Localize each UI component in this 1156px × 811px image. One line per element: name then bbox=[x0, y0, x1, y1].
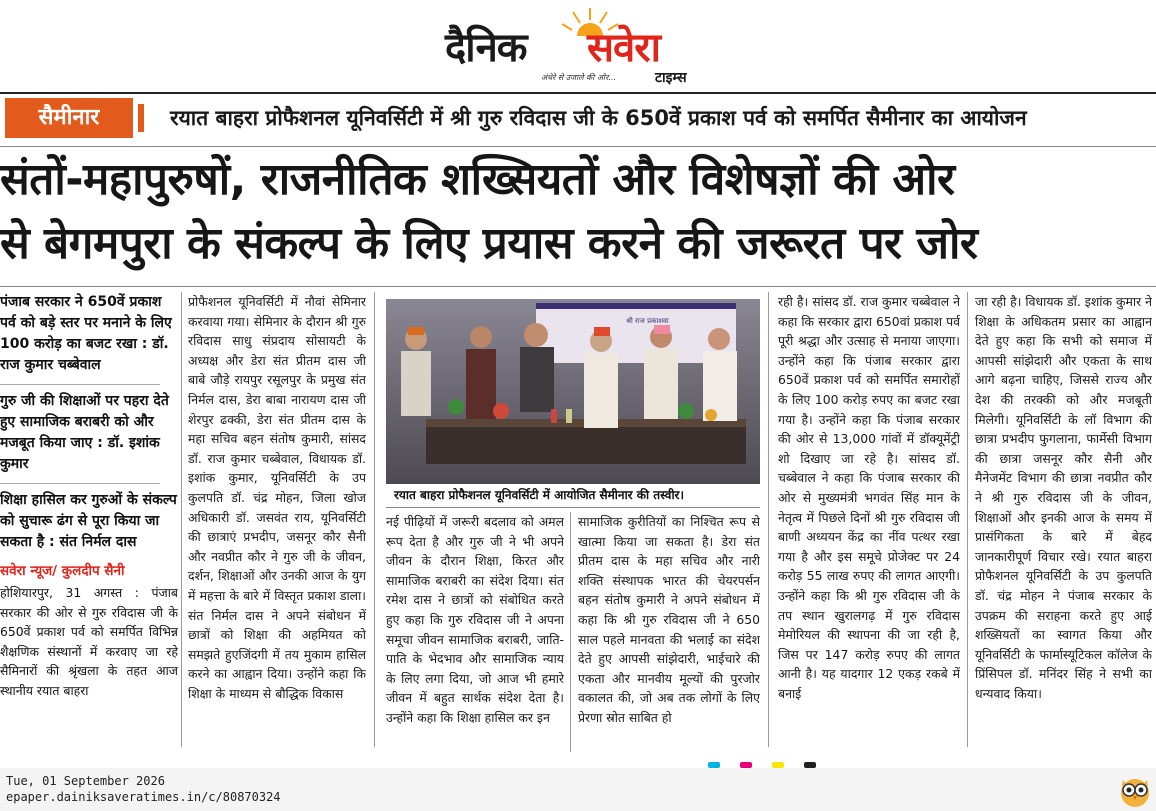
headline bbox=[0, 148, 1156, 276]
highlight-divider bbox=[0, 384, 160, 385]
highlight-1: पंजाब सरकार ने 650वें प्रकाश पर्व को बड़े स्तर पर मनाने के लिए 100 करोड़ का बजट रखा : डॉ. राज कुमार चब्बेवाल bbox=[0, 294, 172, 373]
highlight-2: गुरु जी की शिक्षाओं पर पहरा देते हुए सामाजिक बराबरी को और मजबूत किया जाए : डॉ. इशांक कुमार bbox=[0, 393, 169, 472]
seminar-photo-illustration bbox=[386, 299, 760, 484]
headline-divider bbox=[0, 286, 1156, 287]
article-paragraph: प्रोफैशनल यूनिवर्सिटी में नौवां सेमिनार करवाया गया। सेमिनार के दौरान श्री गुरु रविदास साधु संप्रदाय सोसायटी के अध्यक्ष और डेरा संत प्रीतम दास जी बाबे जौड़े रायपुर रसूलपुर के प्रमुख संत निर्मल दास, डेरा बाबा नारायण दास जी शेरपुर ढक्की, डेरा संत प्रीतम दास के महा सचिव बहन संतोष कुमारी, सांसद डॉ. राज कुमार चब्बेवाल, विधायक डॉ. इशांक कुमार, यूनिवर्सिटी के उप कुलपति डॉ. चंद्र मोहन, जिला खोज अधिकारी डॉ. जसवंत राय, यूनिवर्सिटी की छात्राएं प्रभदीप, जसनूर कौर सैनी और नवप्रीत कौर ने गुरु जी के जीवन, दर्शन, शिक्षाओं और उनकी आज के युग में महत्ता के बारे में विस्तृत प्रकाश डाला। संत निर्मल दास ने अपने संबोधन में छात्रों को शिक्षा की अहमियत को समझते हुएजिंदगी में तय मुकाम हासिल करने का आह्वान दिया। उन्होंने कहा कि शिक्षा के माध्यम से बौद्धिक विकास bbox=[188, 294, 366, 701]
seminar-photo[interactable] bbox=[386, 299, 760, 484]
article-column-5 bbox=[778, 292, 960, 752]
logo-word-times: टाइम्स bbox=[655, 70, 687, 86]
headline-line-1: संतों-महापुरुषों, राजनीतिक शख्सियतों और विशेषज्ञों की ओर bbox=[0, 154, 955, 205]
article-paragraph: रही है। सांसद डॉ. राज कुमार चब्बेवाल ने कहा कि सरकार द्वारा 650वां प्रकाश पर्व पूरी श्रद्धा और उत्साह से मनाया जाएगा। उन्होंने कहा कि पंजाब सरकार द्वारा 650वें प्रकाश पर्व को समर्पित समारोहों के लिए 100 करोड़ रुपए का बजट रखा गया है। उन्होंने कहा कि पंजाब सरकार की ओर से 13,000 गांवों में डॉक्यूमेंट्री शो दिखाए जा रहे है। सांसद डॉ. चब्बेवाल ने कहा कि पंजाब सरकार की ओर से मुख्यमंत्री भगवंत सिंह मान के नेतृत्व में पिछले दिनों श्री गुरु रविदास जी बाणी अध्ययन केंद्र का नींव पत्थर रखा गया है और इस समूचे प्रोजेक्ट पर 24 करोड़ 55 लाख रुपए की लागत आएगी। उन्होंने कहा कि श्री गुरु रविदास जी के तप स्थान खुरालगढ़ में गुरु रविदास मेमोरियल की स्थापना की जा रही है, जिस पर 147 करोड़ रुपए की लागत आनी है। यह यादगार 12 एकड़ रकबे में बनाई bbox=[778, 294, 960, 701]
kicker-accent-bar bbox=[138, 104, 144, 132]
article-intro: होशियारपुर, 31 अगस्त : पंजाब सरकार की ओर से गुरु रविदास जी के 650वें प्रकाश पर्व को समर्पित विभिन्न शैक्षणिक संस्थानों में करवाए जा रहे सैमिनारों की श्रृंखला के तहत आज स्थानीय रयात बाहरा bbox=[0, 585, 178, 698]
kicker bbox=[0, 94, 1156, 146]
section-tag: सैमीनार bbox=[5, 98, 133, 138]
article-column-4 bbox=[578, 512, 760, 752]
column-divider bbox=[374, 292, 375, 747]
article-column-3 bbox=[386, 512, 564, 752]
highlight-divider bbox=[0, 483, 160, 484]
column-divider bbox=[768, 292, 769, 747]
highlights-column bbox=[0, 292, 178, 752]
logo-word-savera: सवेरा bbox=[587, 25, 660, 71]
epaper-footer bbox=[0, 768, 1156, 811]
column-divider bbox=[570, 512, 571, 752]
newspaper-logo[interactable] bbox=[445, 6, 715, 86]
logo-tagline: अंधेरे से उजाले की ओर... bbox=[541, 73, 617, 82]
banner-text: श्री राज प्रकाशवा bbox=[626, 317, 669, 325]
article-paragraph: जा रही है। विधायक डॉ. इशांक कुमार ने शिक्षा के अधिकतम प्रसार का आह्वान देते हुए कहा कि सभी को समाज में आपसी सांझेदारी और एकता के साथ आगे बढ़ना चाहिए, जिससे राज्य और देश की तरक्की को और मजबूती मिलेगी। यूनिवर्सिटी के लॉ विभाग की छात्रा प्रभदीप फुगलाना, फार्मेसी विभाग की छात्रा जसनूर कौर सैनी और मैनेजमेंट विभाग की छात्रा नवप्रीत कौर ने श्री गुरु रविदास जी के जीवन, शिक्षाओं और इनकी आज के समय में प्रासंगिकता के बारे में बेहद जानकारीपूर्ण विचार रखे। रयात बाहरा प्रोफैशनल यूनिवर्सिटी के उप कुलपति डॉ. चंद्र मोहन ने पंजाब सरकार के उपक्रम की सराहना करते हुए आई शख्सियतों का स्वागत किया और यूनिवर्सिटी के फार्मास्यूटिकल कॉलेज के प्रिंसिपल डॉ. मनिंदर सिंह ने सभी का धन्यवाद किया। bbox=[975, 294, 1152, 701]
headline-line-2: से बेगमपुरा के संकल्प के लिए प्रयास करने की जरूरत पर जोर bbox=[0, 218, 978, 269]
logo-word-dainik: दैनिक bbox=[445, 25, 527, 71]
byline: सवेरा न्यूज/ कुलदीप सैनी bbox=[0, 563, 125, 579]
epaper-link[interactable]: epaper.dainiksaveratimes.in/c/80870324 bbox=[6, 790, 281, 804]
article-paragraph: सामाजिक कुरीतियों का निश्चित रूप से खात्मा किया जा सकता है। डेरा संत प्रीतम दास के महा सचिव और नारी शक्ति संस्थापक भारत की चेयरपर्सन बहन संतोष कुमारी ने अपने संबोधन में कहा कि श्री गुरु रविदास जी ने 650 साल पहले मानवता की भलाई का संदेश देते हुए आपसी सांझेदारी, भाईचारे की एकता और मानवीय मूल्यों की पुरजोर वकालत की, जो अब तक लोगों के लिए प्रेरणा स्रोत साबित हो bbox=[578, 514, 760, 725]
kicker-text: रयात बाहरा प्रोफैशनल यूनिवर्सिटी में श्री गुरु रविदास जी के 650वें प्रकाश पर्व को समर्पित सैमीनार का आयोजन bbox=[170, 106, 1027, 130]
kicker-divider bbox=[0, 146, 1156, 147]
owl-icon[interactable] bbox=[1118, 772, 1152, 808]
article-column-2 bbox=[188, 292, 366, 752]
article-column-6 bbox=[975, 292, 1152, 752]
column-divider bbox=[967, 292, 968, 747]
masthead bbox=[0, 0, 1156, 92]
article-paragraph: नई पीढ़ियों में जरूरी बदलाव को अमल रूप देता है और गुरु जी ने भी अपने जीवन के दौरान शिक्षा, किरत और सामाजिक बराबरी का संदेश दिया। संत रमेश दास ने छात्रों को संबोधित करते हुए कहा कि गुरु रविदास जी ने अपना समूचा जीवन सामाजिक बराबरी, जाति-पाति के भेदभाव और सामाजिक न्याय के लिए लगा दिया, जो आज भी हमारे जीवन में बहुत सार्थक संदेश देता है। उन्होंने कहा कि शिक्षा हासिल कर इन bbox=[386, 514, 564, 725]
photo-caption: रयात बाहरा प्रोफैशनल यूनिवर्सिटी में आयोजित सैमीनार की तस्वीर। bbox=[386, 484, 760, 508]
column-divider bbox=[181, 292, 182, 747]
highlight-3: शिक्षा हासिल कर गुरुओं के संकल्प को सुचारू ढंग से पूरा किया जा सकता है : संत निर्मल दास bbox=[0, 492, 177, 550]
edition-date: Tue, 01 September 2026 bbox=[6, 774, 165, 788]
